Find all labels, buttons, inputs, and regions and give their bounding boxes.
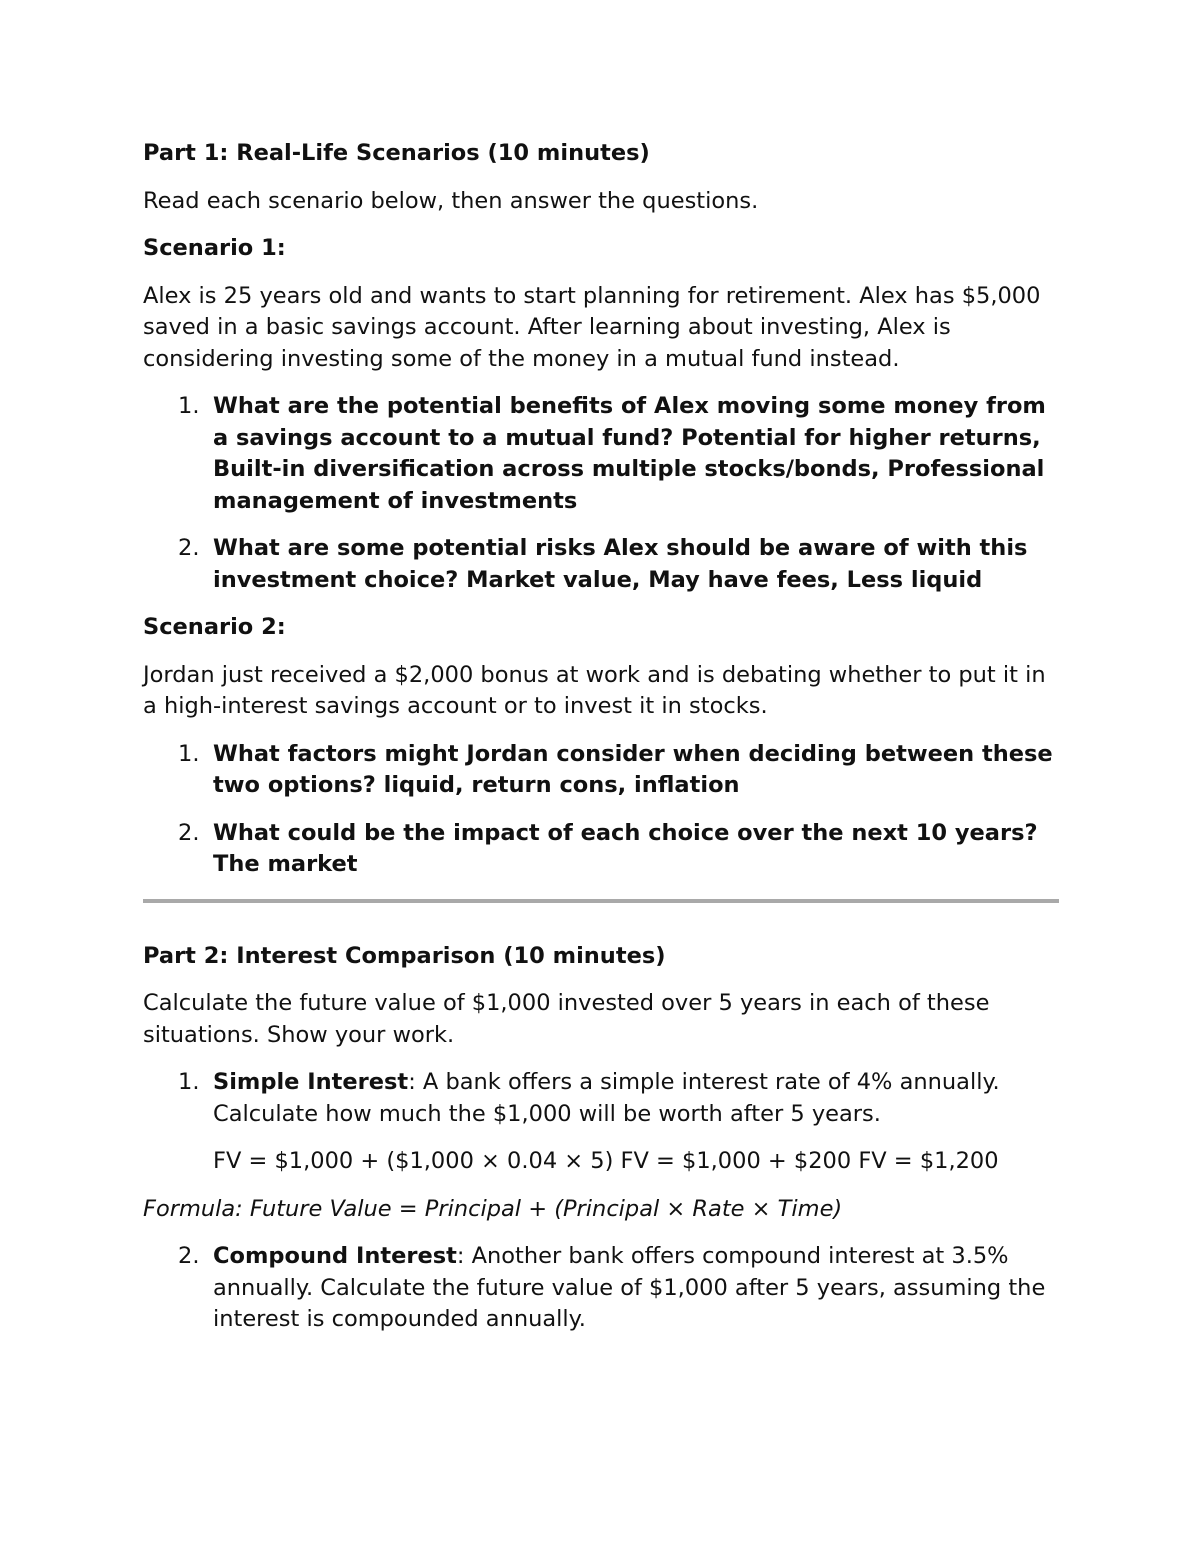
list-item bbox=[143, 739, 1063, 802]
question-number: 2. bbox=[178, 819, 200, 846]
question-text: What factors might Jordan consider when deciding between these two options? liquid, return cons, inflation bbox=[213, 740, 1053, 798]
part2-item2-list bbox=[143, 1241, 1063, 1336]
question-text: What are some potential risks Alex should be aware of with this investment choice? Market value, May have fees, Less liquid bbox=[213, 535, 1028, 593]
list-item bbox=[143, 533, 1063, 596]
list-item bbox=[143, 1067, 1063, 1130]
part2-item1-list bbox=[143, 1067, 1063, 1130]
compound-interest-text: : Another bank offers compound interest at 3.5% annually. Calculate the future value of $1,000 after 5 years, assuming the interest is compounded annually. bbox=[213, 1243, 1046, 1332]
scenario1-label: Scenario 1: bbox=[143, 235, 286, 261]
item-number: 1. bbox=[178, 1069, 200, 1095]
question-number: 2. bbox=[178, 535, 200, 561]
simple-interest-calculation: FV = $1,000 + ($1,000 × 0.04 × 5) FV = $1,000 + $200 FV = $1,200 bbox=[213, 1148, 999, 1174]
question-text: What are the potential benefits of Alex moving some money from a savings account to a mutual fund? Potential for higher returns, Built-in diversification across multiple stocks/bonds, Professional management of investments bbox=[213, 393, 1046, 514]
list-item bbox=[143, 1241, 1063, 1336]
part2-instructions: Calculate the future value of $1,000 invested over 5 years in each of these situations. Show your work. bbox=[143, 990, 990, 1048]
formula-text: Formula: Future Value = Principal + (Principal × Rate × Time) bbox=[143, 1195, 843, 1222]
list-item bbox=[143, 391, 1063, 517]
part1-heading: Part 1: Real-Life Scenarios (10 minutes) bbox=[143, 140, 650, 166]
scenario2-questions bbox=[143, 739, 1063, 881]
simple-interest-text: : A bank offers a simple interest rate of 4% annually. Calculate how much the $1,000 will be worth after 5 years. bbox=[213, 1069, 1000, 1127]
item-number: 2. bbox=[178, 1243, 200, 1269]
part2-heading: Part 2: Interest Comparison (10 minutes) bbox=[143, 942, 666, 969]
compound-interest-term: Compound Interest bbox=[213, 1243, 457, 1269]
horizontal-divider bbox=[143, 899, 1059, 903]
part1-instructions: Read each scenario below, then answer the questions. bbox=[143, 187, 759, 214]
list-item bbox=[143, 818, 1063, 881]
question-text: What could be the impact of each choice over the next 10 years? The market bbox=[213, 819, 1038, 877]
question-number: 1. bbox=[178, 393, 200, 419]
scenario2-label: Scenario 2: bbox=[143, 614, 286, 640]
simple-interest-term: Simple Interest bbox=[213, 1069, 409, 1095]
document-page bbox=[143, 138, 1063, 1352]
scenario1-text: Alex is 25 years old and wants to start planning for retirement. Alex has $5,000 saved in a basic savings account. After learning about investing, Alex is considering investing some of the money in a mutual fund instead. bbox=[143, 282, 1041, 372]
scenario1-questions bbox=[143, 391, 1063, 596]
question-number: 1. bbox=[178, 740, 200, 767]
scenario2-text: Jordan just received a $2,000 bonus at work and is debating whether to put it in a high-interest savings account or to invest it in stocks. bbox=[143, 661, 1046, 719]
